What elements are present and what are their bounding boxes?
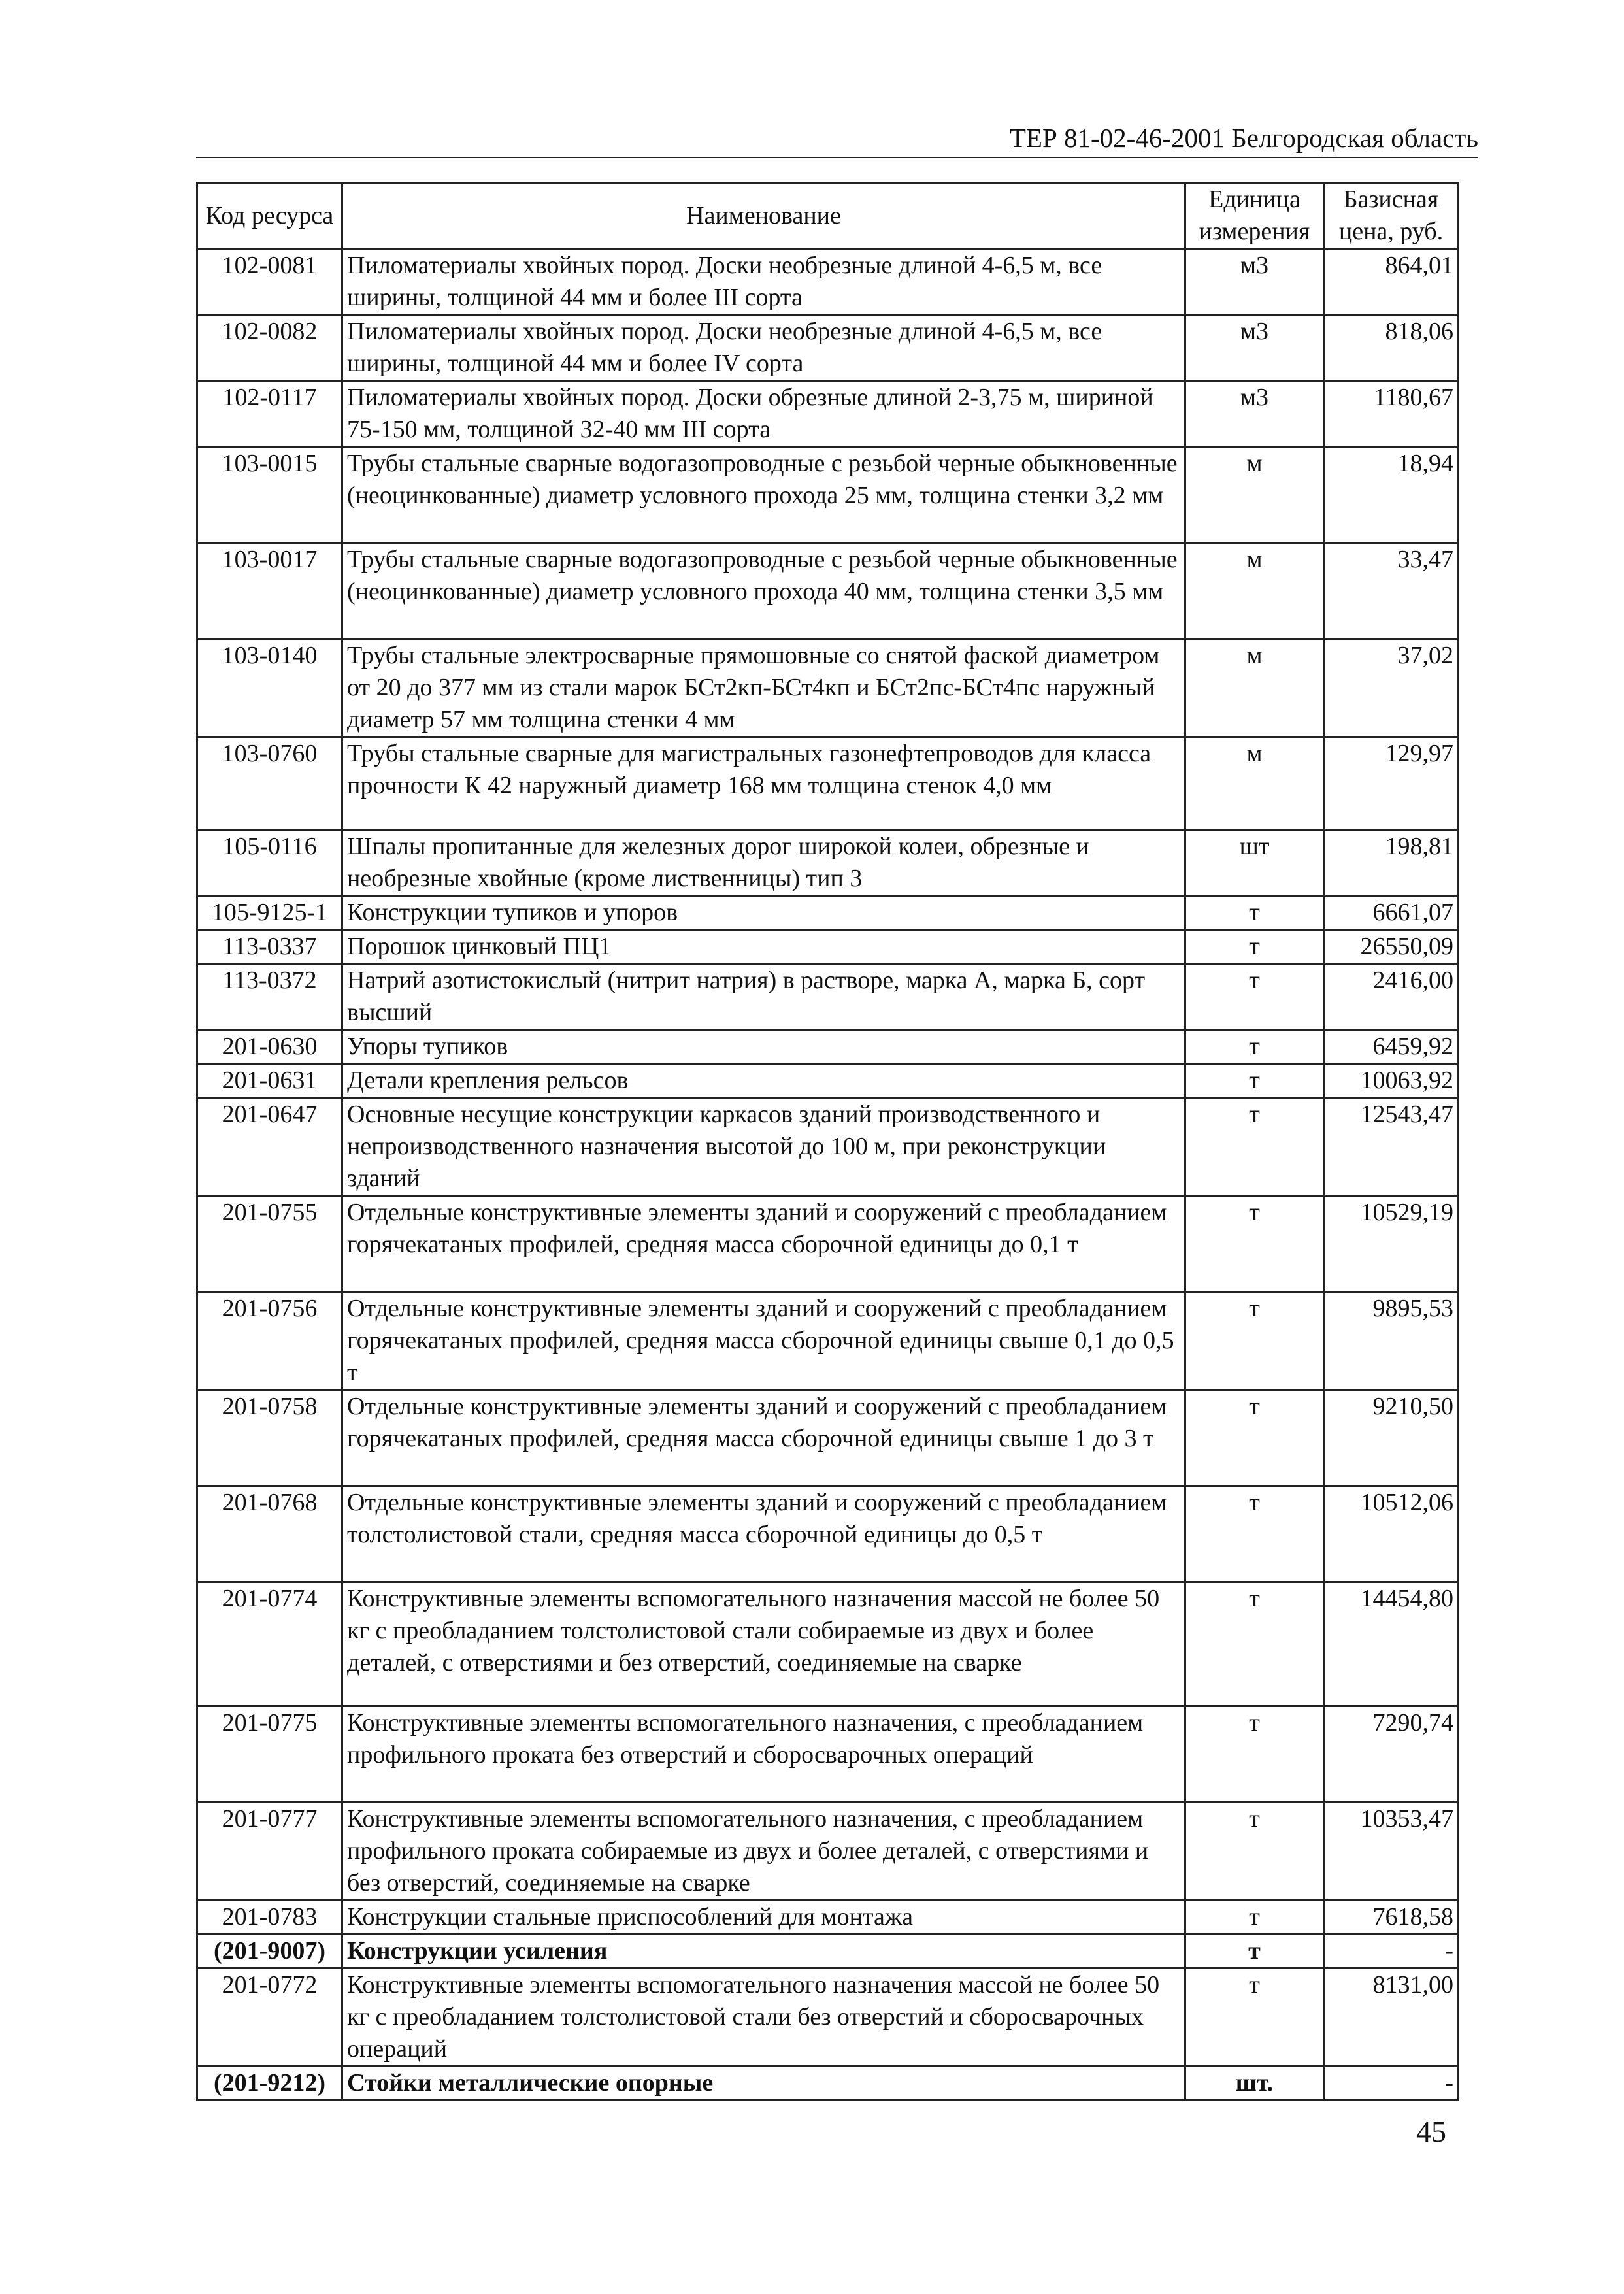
resource-unit: м3 — [1185, 381, 1324, 447]
resource-name: Натрий азотистокислый (нитрит натрия) в растворе, марка А, марка Б, сорт высший — [342, 964, 1185, 1030]
resource-code: 103-0140 — [197, 639, 342, 737]
resource-code: 113-0372 — [197, 964, 342, 1030]
resource-code: 201-0774 — [197, 1582, 342, 1706]
document-header — [196, 122, 1478, 158]
column-header-code: Код ресурса — [197, 183, 342, 249]
resource-unit: м — [1185, 543, 1324, 639]
resource-price: 9210,50 — [1324, 1390, 1459, 1486]
resource-unit: м — [1185, 639, 1324, 737]
resource-price: 18,94 — [1324, 447, 1459, 543]
table-row — [197, 1196, 1459, 1292]
resource-code: 103-0017 — [197, 543, 342, 639]
resource-name: Пиломатериалы хвойных пород. Доски необрезные длиной 4-6,5 м, все ширины, толщиной 44 мм и более IV сорта — [342, 315, 1185, 381]
resource-name: Стойки металлические опорные — [342, 2067, 1185, 2101]
resource-name: Конструктивные элементы вспомогательного назначения, с преобладанием профильного проката собираемые из двух и более деталей, с отверстиями и без отверстий, соединяемые на сварке — [342, 1803, 1185, 1901]
resource-name: Конструкции усиления — [342, 1935, 1185, 1969]
resource-price: 9895,53 — [1324, 1292, 1459, 1390]
resource-name: Конструктивные элементы вспомогательного назначения массой не более 50 кг с преобладанием толстолистовой стали без отверстий и сборосварочных операций — [342, 1969, 1185, 2067]
resource-price: 8131,00 — [1324, 1969, 1459, 2067]
resource-unit: т — [1185, 964, 1324, 1030]
resource-name: Трубы стальные сварные водогазопроводные с резьбой черные обыкновенные (неоцинкованные) диаметр условного прохода 25 мм, толщина стенки 3,2 мм — [342, 447, 1185, 543]
resource-unit: т — [1185, 1582, 1324, 1706]
resource-name: Конструкции стальные приспособлений для монтажа — [342, 1901, 1185, 1935]
table-row — [197, 639, 1459, 737]
resource-unit: т — [1185, 1969, 1324, 2067]
table-row — [197, 1292, 1459, 1390]
resource-unit: т — [1185, 1390, 1324, 1486]
column-header-price: Базисная цена, руб. — [1324, 183, 1459, 249]
resource-unit: т — [1185, 896, 1324, 930]
table-row — [197, 830, 1459, 896]
resource-price: 10529,19 — [1324, 1196, 1459, 1292]
resource-unit: шт — [1185, 830, 1324, 896]
resource-code: 201-0772 — [197, 1969, 342, 2067]
resource-name: Детали крепления рельсов — [342, 1064, 1185, 1098]
resource-code: 201-0631 — [197, 1064, 342, 1098]
resource-unit: т — [1185, 1030, 1324, 1064]
resource-unit: т — [1185, 1196, 1324, 1292]
resource-code: 201-0755 — [197, 1196, 342, 1292]
table-row — [197, 1901, 1459, 1935]
resource-name: Пиломатериалы хвойных пород. Доски необрезные длиной 4-6,5 м, все ширины, толщиной 44 мм и более III сорта — [342, 249, 1185, 315]
resource-unit: т — [1185, 1935, 1324, 1969]
resource-price: 7290,74 — [1324, 1706, 1459, 1803]
column-header-unit: Единица измерения — [1185, 183, 1324, 249]
table-row — [197, 315, 1459, 381]
table-row — [197, 543, 1459, 639]
resource-price: 1180,67 — [1324, 381, 1459, 447]
table-header-row — [197, 183, 1459, 249]
resource-price: 864,01 — [1324, 249, 1459, 315]
resource-price: 10353,47 — [1324, 1803, 1459, 1901]
resource-code: (201-9212) — [197, 2067, 342, 2101]
resource-unit: т — [1185, 1803, 1324, 1901]
resource-unit: т — [1185, 1486, 1324, 1582]
resource-price: 818,06 — [1324, 315, 1459, 381]
resource-price: 7618,58 — [1324, 1901, 1459, 1935]
resource-name: Отдельные конструктивные элементы зданий и сооружений с преобладанием горячекатаных профилей, средняя масса сборочной единицы до 0,1 т — [342, 1196, 1185, 1292]
page-number: 45 — [1416, 2115, 1446, 2148]
resource-unit: т — [1185, 930, 1324, 964]
table-row — [197, 1935, 1459, 1969]
table-row — [197, 2067, 1459, 2101]
resource-price: 6661,07 — [1324, 896, 1459, 930]
resource-unit: м3 — [1185, 249, 1324, 315]
resource-code: 102-0082 — [197, 315, 342, 381]
resource-code: 201-0630 — [197, 1030, 342, 1064]
resource-unit: т — [1185, 1098, 1324, 1196]
table-row — [197, 1582, 1459, 1706]
table-row — [197, 1030, 1459, 1064]
resource-name: Трубы стальные сварные водогазопроводные с резьбой черные обыкновенные (неоцинкованные) диаметр условного прохода 40 мм, толщина стенки 3,5 мм — [342, 543, 1185, 639]
resource-unit: т — [1185, 1064, 1324, 1098]
table-row — [197, 930, 1459, 964]
resource-unit: т — [1185, 1706, 1324, 1803]
table-row — [197, 249, 1459, 315]
resource-code: 103-0015 — [197, 447, 342, 543]
resource-code: (201-9007) — [197, 1935, 342, 1969]
resource-name: Шпалы пропитанные для железных дорог широкой колеи, обрезные и необрезные хвойные (кроме лиственницы) тип 3 — [342, 830, 1185, 896]
resource-unit: т — [1185, 1901, 1324, 1935]
resource-name: Трубы стальные электросварные прямошовные со снятой фаской диаметром от 20 до 377 мм из стали марок БСт2кп-БСт4кп и БСт2пс-БСт4пс наружный диаметр 57 мм толщина стенки 4 мм — [342, 639, 1185, 737]
resource-unit: м — [1185, 447, 1324, 543]
resource-name: Основные несущие конструкции каркасов зданий производственного и непроизводственного назначения высотой до 100 м, при реконструкции зданий — [342, 1098, 1185, 1196]
table-row — [197, 896, 1459, 930]
resource-code: 201-0783 — [197, 1901, 342, 1935]
resource-price: 198,81 — [1324, 830, 1459, 896]
resource-name: Конструктивные элементы вспомогательного назначения массой не более 50 кг с преобладанием толстолистовой стали собираемые из двух и более деталей, с отверстиями и без отверстий, соединяемые на сварке — [342, 1582, 1185, 1706]
resource-code: 201-0768 — [197, 1486, 342, 1582]
column-header-name: Наименование — [342, 183, 1185, 249]
resource-code: 113-0337 — [197, 930, 342, 964]
table-row — [197, 1486, 1459, 1582]
resource-name: Отдельные конструктивные элементы зданий и сооружений с преобладанием горячекатаных профилей, средняя масса сборочной единицы свыше 0,1 до 0,5 т — [342, 1292, 1185, 1390]
resource-name: Пиломатериалы хвойных пород. Доски обрезные длиной 2-3,75 м, шириной 75-150 мм, толщиной 32-40 мм III сорта — [342, 381, 1185, 447]
resource-price: 37,02 — [1324, 639, 1459, 737]
resource-code: 201-0777 — [197, 1803, 342, 1901]
resource-name: Отдельные конструктивные элементы зданий и сооружений с преобладанием горячекатаных профилей, средняя масса сборочной единицы свыше 1 до 3 т — [342, 1390, 1185, 1486]
resource-price: 6459,92 — [1324, 1030, 1459, 1064]
table-row — [197, 964, 1459, 1030]
resource-unit: м3 — [1185, 315, 1324, 381]
resource-name: Упоры тупиков — [342, 1030, 1185, 1064]
table-row — [197, 1098, 1459, 1196]
resource-name: Конструкции тупиков и упоров — [342, 896, 1185, 930]
table-row — [197, 1969, 1459, 2067]
table-row — [197, 1390, 1459, 1486]
resource-code: 201-0756 — [197, 1292, 342, 1390]
resource-code: 105-9125-1 — [197, 896, 342, 930]
resource-unit: т — [1185, 1292, 1324, 1390]
resource-code: 105-0116 — [197, 830, 342, 896]
resource-price: - — [1324, 2067, 1459, 2101]
resource-price: 10063,92 — [1324, 1064, 1459, 1098]
resource-price-table — [196, 182, 1459, 2101]
resource-price: 14454,80 — [1324, 1582, 1459, 1706]
resource-code: 102-0081 — [197, 249, 342, 315]
table-row — [197, 381, 1459, 447]
resource-unit: шт. — [1185, 2067, 1324, 2101]
resource-name: Трубы стальные сварные для магистральных газонефтепроводов для класса прочности К 42 наружный диаметр 168 мм толщина стенок 4,0 мм — [342, 737, 1185, 830]
resource-price: 129,97 — [1324, 737, 1459, 830]
resource-price: 2416,00 — [1324, 964, 1459, 1030]
document-title: ТЕР 81-02-46-2001 Белгородская область — [1009, 123, 1478, 153]
table-row — [197, 1064, 1459, 1098]
resource-name: Отдельные конструктивные элементы зданий и сооружений с преобладанием толстолистовой стали, средняя масса сборочной единицы до 0,5 т — [342, 1486, 1185, 1582]
table-row — [197, 447, 1459, 543]
resource-code: 102-0117 — [197, 381, 342, 447]
resource-price: 12543,47 — [1324, 1098, 1459, 1196]
table-row — [197, 1803, 1459, 1901]
resource-code: 201-0647 — [197, 1098, 342, 1196]
resource-price: 33,47 — [1324, 543, 1459, 639]
resource-price: 10512,06 — [1324, 1486, 1459, 1582]
resource-code: 201-0775 — [197, 1706, 342, 1803]
resource-code: 103-0760 — [197, 737, 342, 830]
resource-code: 201-0758 — [197, 1390, 342, 1486]
table-row — [197, 737, 1459, 830]
resource-price: 26550,09 — [1324, 930, 1459, 964]
table-row — [197, 1706, 1459, 1803]
resource-name: Конструктивные элементы вспомогательного назначения, с преобладанием профильного проката без отверстий и сборосварочных операций — [342, 1706, 1185, 1803]
resource-price: - — [1324, 1935, 1459, 1969]
resource-unit: м — [1185, 737, 1324, 830]
resource-name: Порошок цинковый ПЦ1 — [342, 930, 1185, 964]
